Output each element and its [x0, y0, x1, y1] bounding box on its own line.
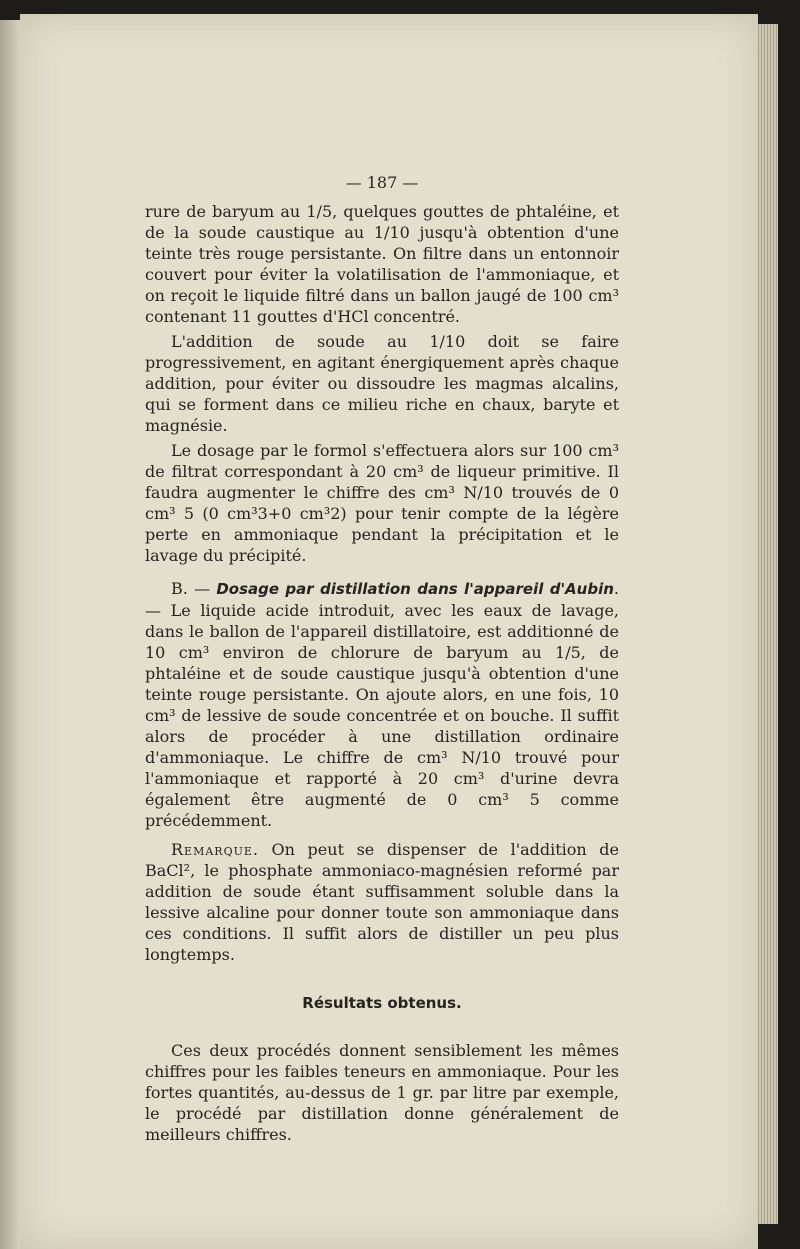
paragraph-1: rure de baryum au 1/5, quelques gouttes de phtaléine, et de la soude caustique au 1/10 jusqu'à obtention d'une teinte très rouge persistante. On filtre dans un entonnoir couvert pour éviter la volatilisation de l'ammoniaque, et on reçoit le liquide filtré dans un ballon jaugé de 100 cm³ contenant 11 gouttes d'HCl concentré.	[145, 202, 619, 326]
page-stack-edge	[756, 24, 778, 1224]
remarque-label: Remarque.	[171, 840, 259, 859]
section-b-suffix: . —	[145, 579, 619, 620]
remarque-body: On peut se dispenser de l'addition de BaCl², le phosphate ammoniaco-magnésien reformé par addition de soude étant suffisamment soluble dans la lessive alcaline pour donner toute son ammoniaque dans ces conditions. Il suffit alors de distiller un peu plus longtemps.	[145, 840, 619, 964]
results-heading: Résultats obtenus.	[302, 994, 462, 1012]
page-text	[145, 172, 619, 1149]
page-number: — 187 —	[345, 173, 419, 192]
conclusion: Ces deux procédés donnent sensiblement les mêmes chiffres pour les faibles teneurs en ammoniaque. Pour les fortes quantités, au-dessus de 1 gr. par litre par exemple, le procédé par distillation donne généralement de meilleurs chiffres.	[145, 1041, 619, 1144]
section-b	[145, 578, 619, 831]
section-b-title: Dosage par distillation dans l'appareil d'Aubin	[216, 580, 614, 598]
section-b-body: Le liquide acide introduit, avec les eaux de lavage, dans le ballon de l'appareil distillatoire, est additionné de 10 cm³ environ de chlorure de baryum au 1/5, de phtaléine et de soude caustique jusqu'à obtention d'une teinte rouge persistante. On ajoute alors, en une fois, 10 cm³ de lessive de soude concentrée et on bouche. Il suffit alors de procéder à une distillation ordinaire d'ammoniaque. Le chiffre de cm³ N/10 trouvé pour l'ammoniaque et rapporté à 20 cm³ d'urine devra également être augmenté de 0 cm³ 5 comme précédemment.	[145, 601, 619, 830]
section-b-prefix: B. —	[171, 579, 217, 598]
paragraph-2: L'addition de soude au 1/10 doit se faire progressivement, en agitant énergiquement après chaque addition, pour éviter ou dissoudre les magmas alcalins, qui se forment dans ce milieu riche en chaux, baryte et magnésie.	[145, 332, 619, 435]
remarque	[145, 839, 619, 965]
paragraph-3: Le dosage par le formol s'effectuera alors sur 100 cm³ de filtrat correspondant à 20 cm³ de liqueur primitive. Il faudra augmenter le chiffre des cm³ N/10 trouvés de 0 cm³ 5 (0 cm³3+0 cm³2) pour tenir compte de la légère perte en ammoniaque pendant la précipitation et le lavage du précipité.	[145, 441, 619, 565]
left-page-edge	[0, 20, 20, 1249]
